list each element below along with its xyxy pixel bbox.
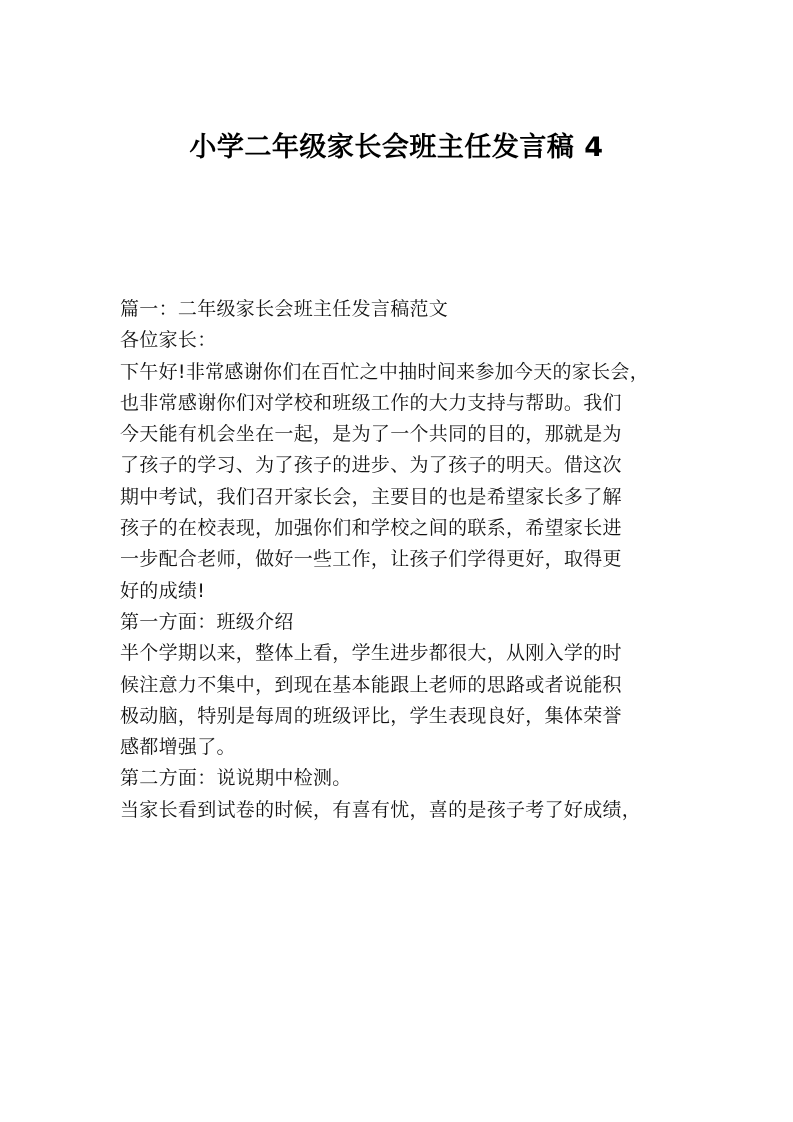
paragraph-line: 好的成绩! <box>120 579 206 602</box>
section-heading: 篇一：二年级家长会班主任发言稿范文 <box>120 298 449 320</box>
paragraph-line: 一步配合老师，做好一些工作，让孩子们学得更好，取得更 <box>120 548 622 571</box>
paragraph-line: 极动脑，特别是每周的班级评比，学生表现良好，集体荣誉 <box>120 704 622 727</box>
paragraph-line: 期中考试，我们召开家长会，主要目的也是希望家长多了解 <box>120 485 622 508</box>
paragraph-line: 也非常感谢你们对学校和班级工作的大力支持与帮助。我们 <box>120 391 622 414</box>
paragraph-line: 当家长看到试卷的时候，有喜有忧，喜的是孩子考了好成绩， <box>120 798 642 821</box>
paragraph-line: 今天能有机会坐在一起，是为了一个共同的目的，那就是为 <box>120 423 622 446</box>
section-heading: 第一方面：班级介绍 <box>120 610 294 633</box>
paragraph-line: 孩子的在校表现，加强你们和学校之间的联系，希望家长进 <box>120 517 622 540</box>
paragraph-line: 了孩子的学习、为了孩子的进步、为了孩子的明天。借这次 <box>120 454 622 477</box>
paragraph-line: 下午好!非常感谢你们在百忙之中抽时间来参加今天的家长会， <box>120 360 650 383</box>
section-heading: 第二方面：说说期中检测。 <box>120 767 352 790</box>
document-title: 小学二年级家长会班主任发言稿 4 <box>189 132 604 163</box>
paragraph-line: 半个学期以来，整体上看，学生进步都很大，从刚入学的时 <box>120 642 622 665</box>
paragraph-line: 感都增强了。 <box>120 736 236 759</box>
salutation: 各位家长： <box>120 329 217 352</box>
document-body <box>120 294 680 826</box>
paragraph-line: 候注意力不集中，到现在基本能跟上老师的思路或者说能积 <box>120 673 622 696</box>
